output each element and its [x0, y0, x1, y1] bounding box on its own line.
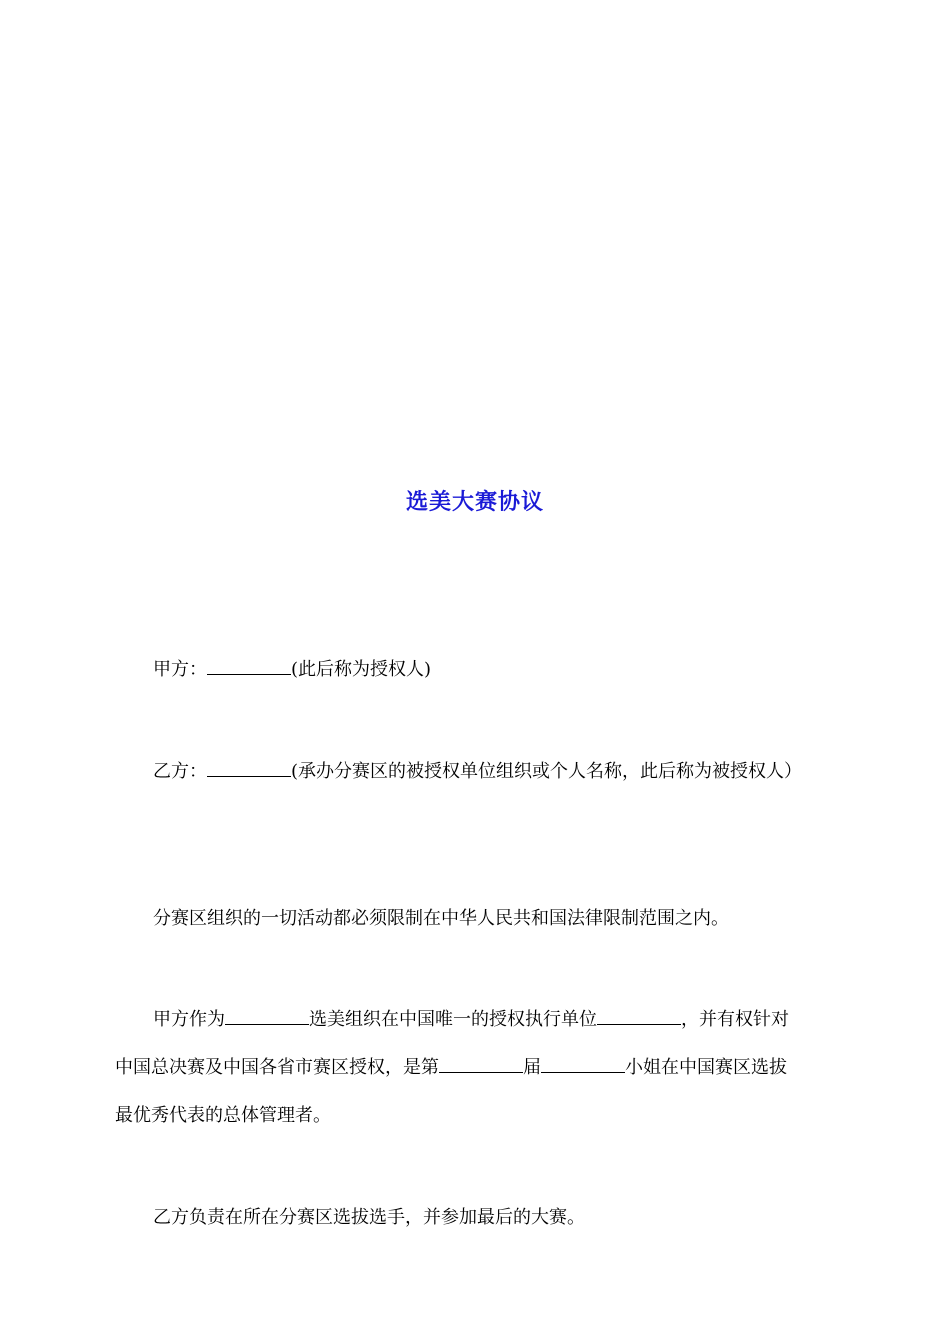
- paragraph-law-scope: 分赛区组织的一切活动都必须限制在中华人民共和国法律限制范围之内。: [153, 908, 729, 929]
- authority-line-1-group: [153, 1006, 789, 1033]
- authority-text-2c: 小姐在中国赛区选拔: [625, 1057, 787, 1078]
- document-title: 选美大赛协议: [405, 489, 544, 515]
- party-a-line: [115, 656, 875, 683]
- authority-text-1c: ，并有权针对: [681, 1009, 789, 1030]
- party-b-label: 乙方：: [153, 761, 207, 782]
- authority-blank-2: [597, 1006, 681, 1025]
- authority-blank-4: [541, 1054, 625, 1073]
- party-b-blank: [207, 758, 291, 777]
- party-a-note: (此后称为授权人): [291, 659, 432, 680]
- paragraph-authority-line-3: 最优秀代表的总体管理者。: [115, 1105, 331, 1126]
- paragraph-party-b-duty: 乙方负责在所在分赛区选拔选手，并参加最后的大赛。: [153, 1207, 585, 1228]
- paragraph-authority-line-2: [115, 1054, 837, 1081]
- party-b-note: (承办分赛区的被授权单位组织或个人名称，此后称为被授权人）: [291, 761, 803, 782]
- party-a-label: 甲方：: [153, 659, 207, 680]
- authority-blank-3: [439, 1054, 523, 1073]
- authority-text-1b: 选美组织在中国唯一的授权执行单位: [309, 1009, 597, 1030]
- paragraph-authority-line-1: [115, 1006, 837, 1033]
- authority-text-1a: 甲方作为: [153, 1009, 225, 1030]
- party-a-blank: [207, 656, 291, 675]
- authority-blank-1: [225, 1006, 309, 1025]
- authority-text-2b: 届: [523, 1057, 541, 1078]
- authority-text-2a: 中国总决赛及中国各省市赛区授权，是第: [115, 1057, 439, 1078]
- party-b-line: [115, 758, 875, 785]
